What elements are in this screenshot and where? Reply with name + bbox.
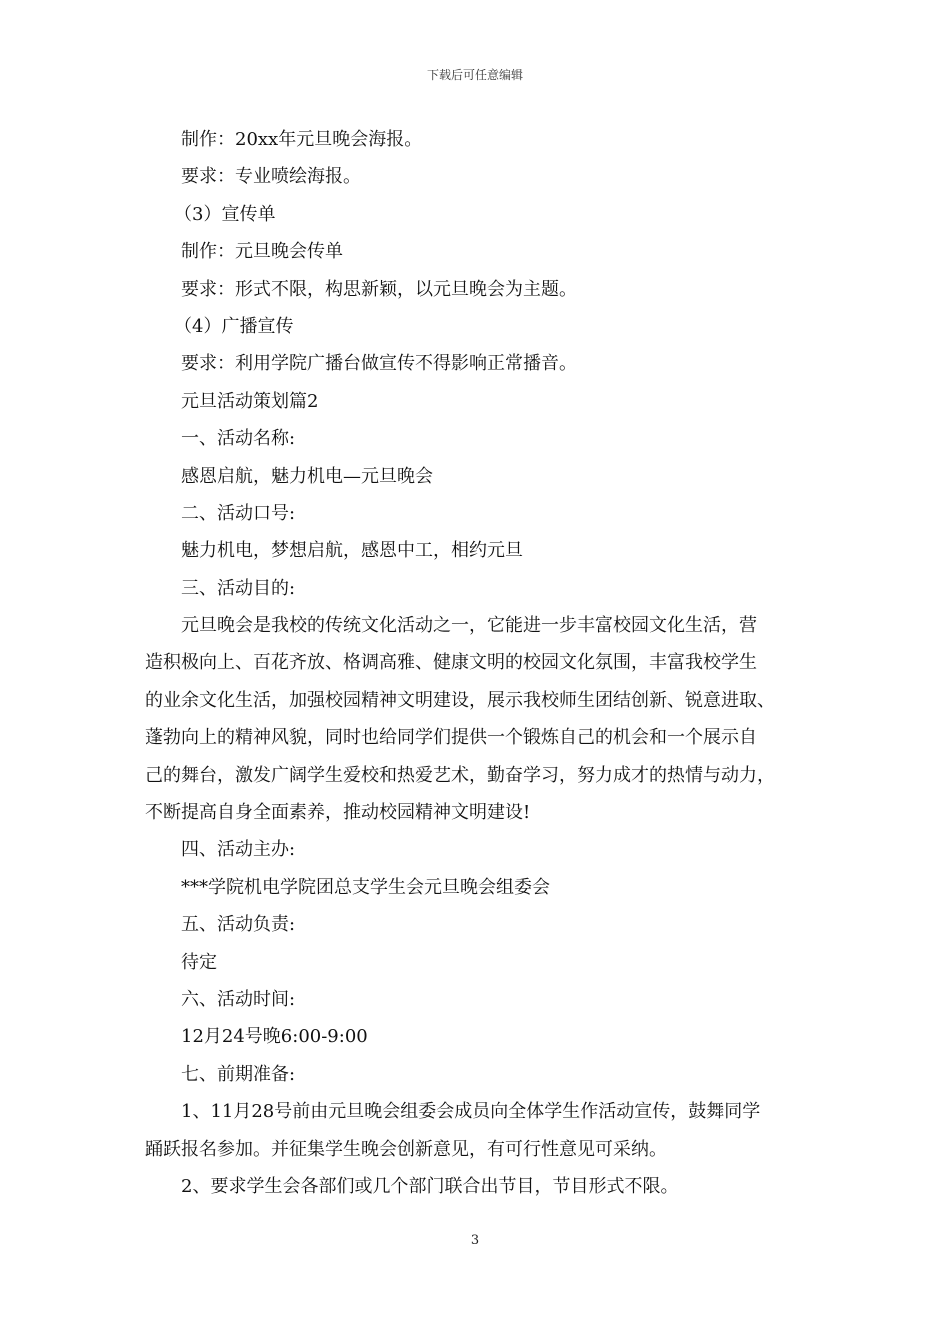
text-line: 制作：20xx年元旦晚会海报。	[181, 129, 423, 150]
text-line: （3）宣传单	[174, 203, 276, 225]
text-line: 制作：元旦晚会传单	[181, 241, 343, 263]
text-line: 五、活动负责:	[181, 914, 296, 936]
text-line: 不断提高自身全面素养，推动校园精神文明建设!	[145, 802, 531, 824]
page-number: 3	[470, 1233, 480, 1248]
text-line: 要求：专业喷绘海报。	[181, 166, 361, 188]
text-line: 己的舞台，激发广阔学生爱校和热爱艺术，勤奋学习，努力成才的热情与动力，	[145, 764, 775, 786]
text-line: 踊跃报名参加。并征集学生晚会创新意见，有可行性意见可采纳。	[145, 1138, 667, 1160]
text-line: 感恩启航，魅力机电—元旦晚会	[181, 465, 433, 487]
text-line: （4）广播宣传	[174, 315, 294, 337]
text-line: 的业余文化生活，加强校园精神文明建设，展示我校师生团结创新、锐意进取、	[145, 689, 775, 711]
text-line: ***学院机电学院团总支学生会元旦晚会组委会	[181, 876, 550, 898]
text-line: 要求：形式不限，构思新颖，以元旦晚会为主题。	[181, 278, 577, 300]
text-line: 二、活动口号:	[181, 502, 296, 524]
document-body	[145, 121, 815, 1205]
text-line: 造积极向上、百花齐放、格调高雅、健康文明的校园文化氛围，丰富我校学生	[145, 652, 757, 674]
text-line: 2、要求学生会各部们或几个部门联合出节目，节目形式不限。	[181, 1175, 679, 1197]
text-line: 一、活动名称:	[181, 428, 296, 450]
page-header: 下载后可任意编辑	[426, 68, 523, 82]
text-line: 蓬勃向上的精神风貌，同时也给同学们提供一个锻炼自己的机会和一个展示自	[145, 727, 757, 749]
text-line: 1、11月28号前由元旦晚会组委会成员向全体学生作活动宣传，鼓舞同学	[181, 1101, 761, 1123]
text-line: 四、活动主办:	[181, 839, 296, 861]
text-line: 三、活动目的:	[181, 577, 296, 599]
text-line: 12月24号晚6:00-9:00	[181, 1026, 368, 1048]
text-line: 要求：利用学院广播台做宣传不得影响正常播音。	[181, 353, 577, 375]
text-line: 元旦活动策划篇2	[181, 390, 319, 412]
text-line: 六、活动时间:	[181, 988, 296, 1010]
text-line: 魅力机电，梦想启航，感恩中工，相约元旦	[181, 540, 523, 562]
text-line: 元旦晚会是我校的传统文化活动之一，它能进一步丰富校园文化生活，营	[181, 615, 757, 637]
text-line: 七、前期准备:	[181, 1063, 296, 1085]
text-line: 待定	[181, 951, 217, 973]
